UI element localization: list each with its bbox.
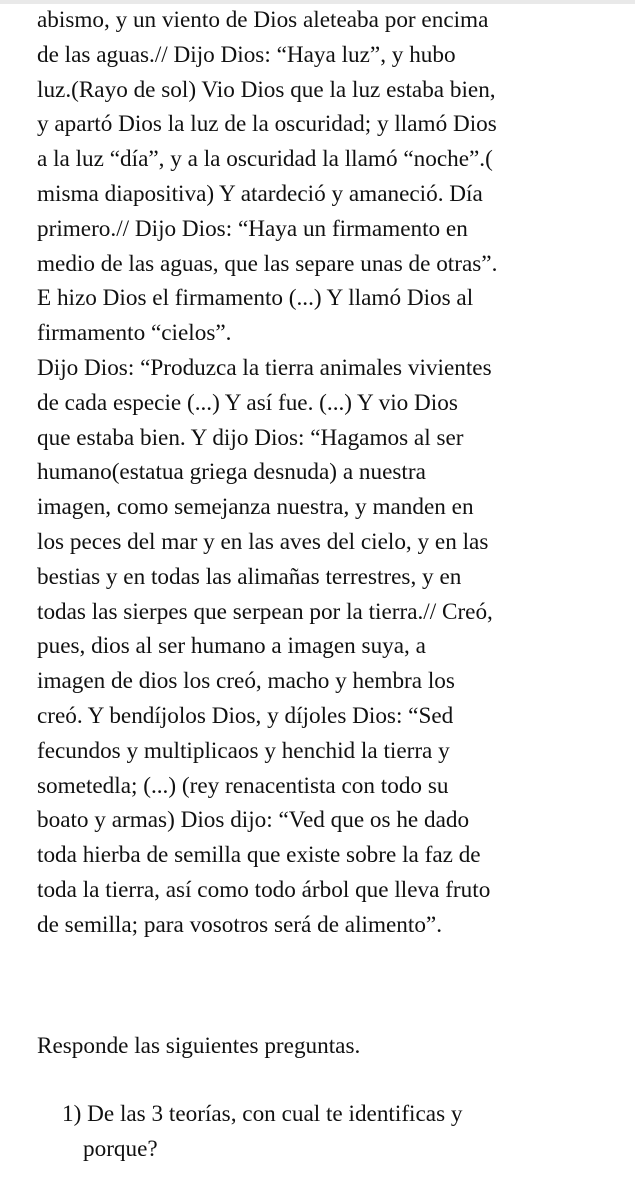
passage-line: primero.// Dijo Dios: “Haya un firmamento en [37,215,468,242]
passage-line: de semilla; para vosotros será de alimento”. [37,911,443,938]
passage-line: humano(estatua griega desnuda) a nuestra [37,459,426,486]
question-item [62,1097,462,1167]
passage-line: E hizo Dios el firmamento (...) Y llamó Dios al [37,285,474,312]
passage-line: misma diapositiva) Y atardeció y amaneció. Día [37,180,483,207]
passage-line: medio de las aguas, que las separe unas de otras”. [37,250,498,277]
passage-line: fecundos y multiplicaos y henchid la tierra y [37,737,450,764]
passage-line: toda hierba de semilla que existe sobre la faz de [37,842,481,869]
passage-text [37,3,617,943]
passage-line: los peces del mar y en las aves del cielo, y en las [37,528,489,555]
passage-line: toda la tierra, así como todo árbol que lleva fruto [37,876,491,903]
question-text-continued: porque? [83,1135,158,1162]
passage-line: boato y armas) Dios dijo: “Ved que os he dado [37,807,470,834]
passage-line: imagen de dios los creó, macho y hembra los [37,668,455,695]
passage-line: Dijo Dios: “Produzca la tierra animales vivientes [37,354,492,381]
passage-line: pues, dios al ser humano a imagen suya, a [37,633,426,660]
passage-line: creó. Y bendíjolos Dios, y díjoles Dios: “Sed [37,702,454,729]
passage-line: de cada especie (...) Y así fue. (...) Y vio Dios [37,389,458,416]
passage-line: luz.(Rayo de sol) Vio Dios que la luz estaba bien, [37,76,496,103]
passage-line: abismo, y un viento de Dios aleteaba por encima [37,7,489,33]
passage-line: imagen, como semejanza nuestra, y manden en [37,494,474,521]
passage-line: y apartó Dios la luz de la oscuridad; y llamó Dios [37,111,497,138]
passage-line: que estaba bien. Y dijo Dios: “Hagamos al ser [37,424,464,451]
passage-line: bestias y en todas las alimañas terrestres, y en [37,563,462,590]
passage-line: a la luz “día”, y a la oscuridad la llamó “noche”.( [37,146,493,173]
passage-line: todas las sierpes que serpean por la tierra.// Creó, [37,598,493,625]
passage-line: de las aguas.// Dijo Dios: “Haya luz”, y hubo [37,41,456,68]
passage-line: firmamento “cielos”. [37,320,232,347]
question-text: 1) De las 3 teorías, con cual te identificas y [62,1101,463,1127]
instructions-heading: Responde las siguientes preguntas. [37,1033,361,1059]
passage-line: sometedla; (...) (rey renacentista con todo su [37,772,449,799]
